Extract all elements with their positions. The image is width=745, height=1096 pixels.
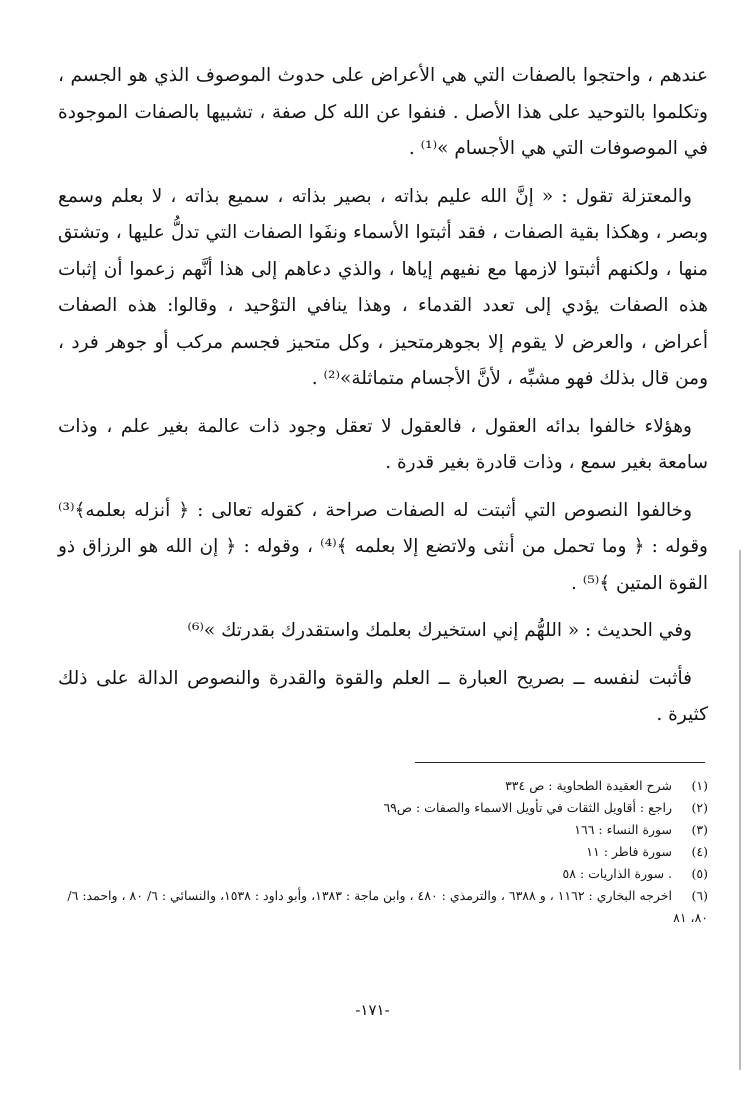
footnote-number: (٢) (691, 800, 708, 815)
footnote-number: (٤) (691, 844, 708, 859)
footnote-separator (415, 762, 705, 763)
footnote-number: (٣) (691, 822, 708, 837)
footnote-text: اخرجه البخاري : ١١٦٢ ، و ٦٣٨٨ ، والترمذي : ٤٨٠ ، وابن ماجة : ١٣٨٣، وأبو داود : ١٥٣٨، والنسائي : ٦/ ٨٠ ، واحمد: ٦/ ٨٠، ٨١ (67, 888, 708, 925)
paragraph-6: فأثبت لنفسه ــ بصريح العبارة ــ العلم والقوة والقدرة والنصوص الدالة على ذلك كثيرة . (58, 667, 708, 725)
main-text (58, 58, 708, 745)
footnote-text: سورة فاطر : ١١ (586, 844, 672, 859)
paragraph-4: وخالفوا النصوص التي أثبتت له الصفات صراحة ، كقوله تعالى : ﴿ أنزله بعلمه﴾⁽³⁾ وقوله : ﴿ وما تحمل من أنثى ولاتضع إلا بعلمه ﴾⁽⁴⁾ ، وقوله : ﴿ إن الله هو الرزاق ذو القوة المتين ﴾⁽⁵⁾ . (58, 499, 708, 594)
footnote-3 (60, 819, 708, 841)
footnote-number: (١) (691, 778, 708, 793)
footnotes (60, 775, 708, 929)
footnote-text: . سورة الذاريات : ٥٨ (562, 866, 672, 881)
footnote-4 (60, 841, 708, 863)
footnote-text: راجع : أقاويل الثقات في تأويل الاسماء والصفات : ص٦٩ (383, 800, 672, 815)
page-number: -١٧١- (355, 1001, 390, 1019)
paragraph-3: وهؤلاء خالفوا بدائه العقول ، فالعقول لا تعقل وجود ذات عالمة بغير علم ، وذات سامعة بغير سمع ، وذات قادرة بغير قدرة . (58, 415, 708, 473)
footnote-2 (60, 797, 708, 819)
footnote-text: سورة النساء : ١٦٦ (574, 822, 672, 837)
paragraph-2: والمعتزلة تقول : « إنَّ الله عليم بذاته ، بصير بذاته ، سميع بذاته ، لا بعلم وسمع وبصر ، وهكذا بقية الصفات ، فقد أثبتوا الأسماء ونفَوا الصفات التي تدلُّ عليها ، وتشتق منها ، ولكنهم أثبتوا لازمها مع نفيهم إياها ، والذي دعاهم إلى هذا أنَّهم زعموا أن إثبات هذه الصفات يؤدي إلى تعدد القدماء ، وهذا ينافي التوْحيد ، وقالوا: هذه الصفات أعراض ، والعرض لا يقوم إلا بجوهرمتحيز ، وكل متحيز فجسم مركب أو جوهر فرد ، ومن قال بذلك فهو مشبِّه ، لأنَّ الأجسام متماثلة»⁽²⁾ . (58, 185, 708, 389)
footnote-number: (٦) (691, 888, 708, 903)
footnote-5 (60, 863, 708, 885)
footnote-number: (٥) (691, 866, 708, 881)
footnote-text: شرح العقيدة الطحاوية : ص ٣٣٤ (505, 778, 672, 793)
footnote-1 (60, 775, 708, 797)
paragraph-1: عندهم ، واحتجوا بالصفات التي هي الأعراض على حدوث الموصوف الذي هو الجسم ، وتكلموا بالتوحيد على هذا الأصل . فنفوا عن الله كل صفة ، تشبيها بالصفات الموجودة في الموصوفات التي هي الأجسام »⁽¹⁾ . (58, 65, 708, 159)
scan-edge-line (739, 550, 741, 1070)
footnote-6 (60, 885, 708, 929)
paragraph-5: وفي الحديث : « اللهُّم إني استخيرك بعلمك واستقدرك بقدرتك »⁽⁶⁾ (187, 620, 692, 641)
